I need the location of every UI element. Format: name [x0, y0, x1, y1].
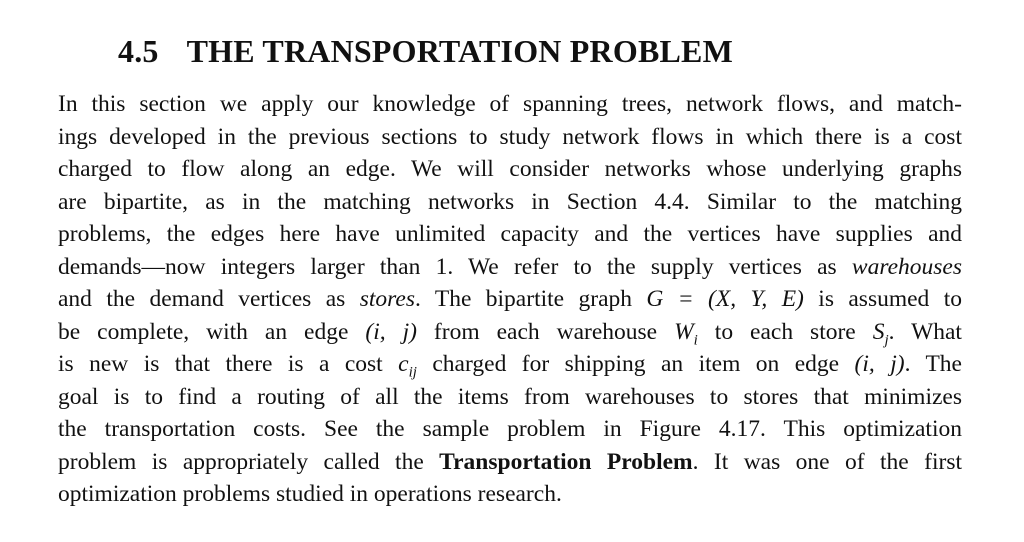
paragraph-line [58, 283, 962, 316]
text-run: problem is appropriately called the [58, 448, 440, 475]
emphasized-term-warehouses: warehouses [851, 253, 962, 280]
math-subscript: ij [408, 364, 417, 381]
text-run: . The bipartite graph [414, 286, 647, 312]
paragraph-line: are bipartite, as in the matching networks in Section 4.4. Similar to the matching [58, 188, 962, 215]
paragraph-line [58, 348, 962, 381]
emphasized-term-stores: stores [359, 286, 415, 312]
text-run: from each warehouse [416, 318, 675, 345]
section-paragraph [58, 88, 962, 511]
bold-term-transportation-problem: Transportation Problem [439, 448, 693, 475]
math-subscript: i [693, 332, 698, 349]
paragraph-line [58, 316, 962, 349]
section-number: 4.5 [118, 33, 159, 69]
paragraph-line: the transportation costs. See the sample problem in Figure 4.17. This optimization [58, 416, 962, 442]
math-store [872, 318, 889, 349]
math-symbol: S [872, 318, 885, 345]
paragraph-line: goal is to find a routing of all the items from warehouses to stores that minimizes [58, 383, 962, 410]
text-run: be complete, with an edge [58, 318, 366, 345]
section-title: THE TRANSPORTATION PROBLEM [186, 33, 733, 69]
text-run: is new is that there is a cost [58, 351, 399, 377]
math-edge: (i, j) [854, 351, 905, 377]
math-symbol: W [674, 318, 694, 345]
math-graph-definition: G = (X, Y, E) [646, 286, 804, 312]
text-run: is assumed to [803, 286, 962, 312]
text-run: . The [904, 351, 962, 377]
text-run: and the demand vertices as [58, 286, 360, 312]
text-run: to each store [697, 318, 873, 345]
section-heading [118, 28, 733, 74]
paragraph-line: charged to flow along an edge. We will consider networks whose underlying graphs [58, 156, 962, 182]
math-warehouse [674, 318, 698, 349]
math-edge: (i, j) [365, 318, 417, 345]
text-run: . It was one of the first [692, 448, 962, 475]
paragraph-line [58, 446, 962, 479]
paragraph-line: ings developed in the previous sections to study network flows in which there is a cost [58, 123, 962, 150]
paragraph-line: In this section we apply our knowledge of spanning trees, network flows, and match- [58, 91, 962, 117]
paragraph-line: optimization problems studied in operations research. [58, 481, 562, 507]
text-run: demands—now integers larger than 1. We refer to the supply vertices as [58, 253, 852, 280]
paragraph-line: problems, the edges here have unlimited capacity and the vertices have supplies and [58, 221, 962, 247]
paragraph-line [58, 251, 962, 284]
text-run: . What [888, 318, 962, 345]
math-subscript: j [884, 332, 889, 349]
math-cost [398, 351, 417, 381]
text-run: charged for shipping an item on edge [416, 351, 855, 377]
math-symbol: c [398, 351, 409, 377]
